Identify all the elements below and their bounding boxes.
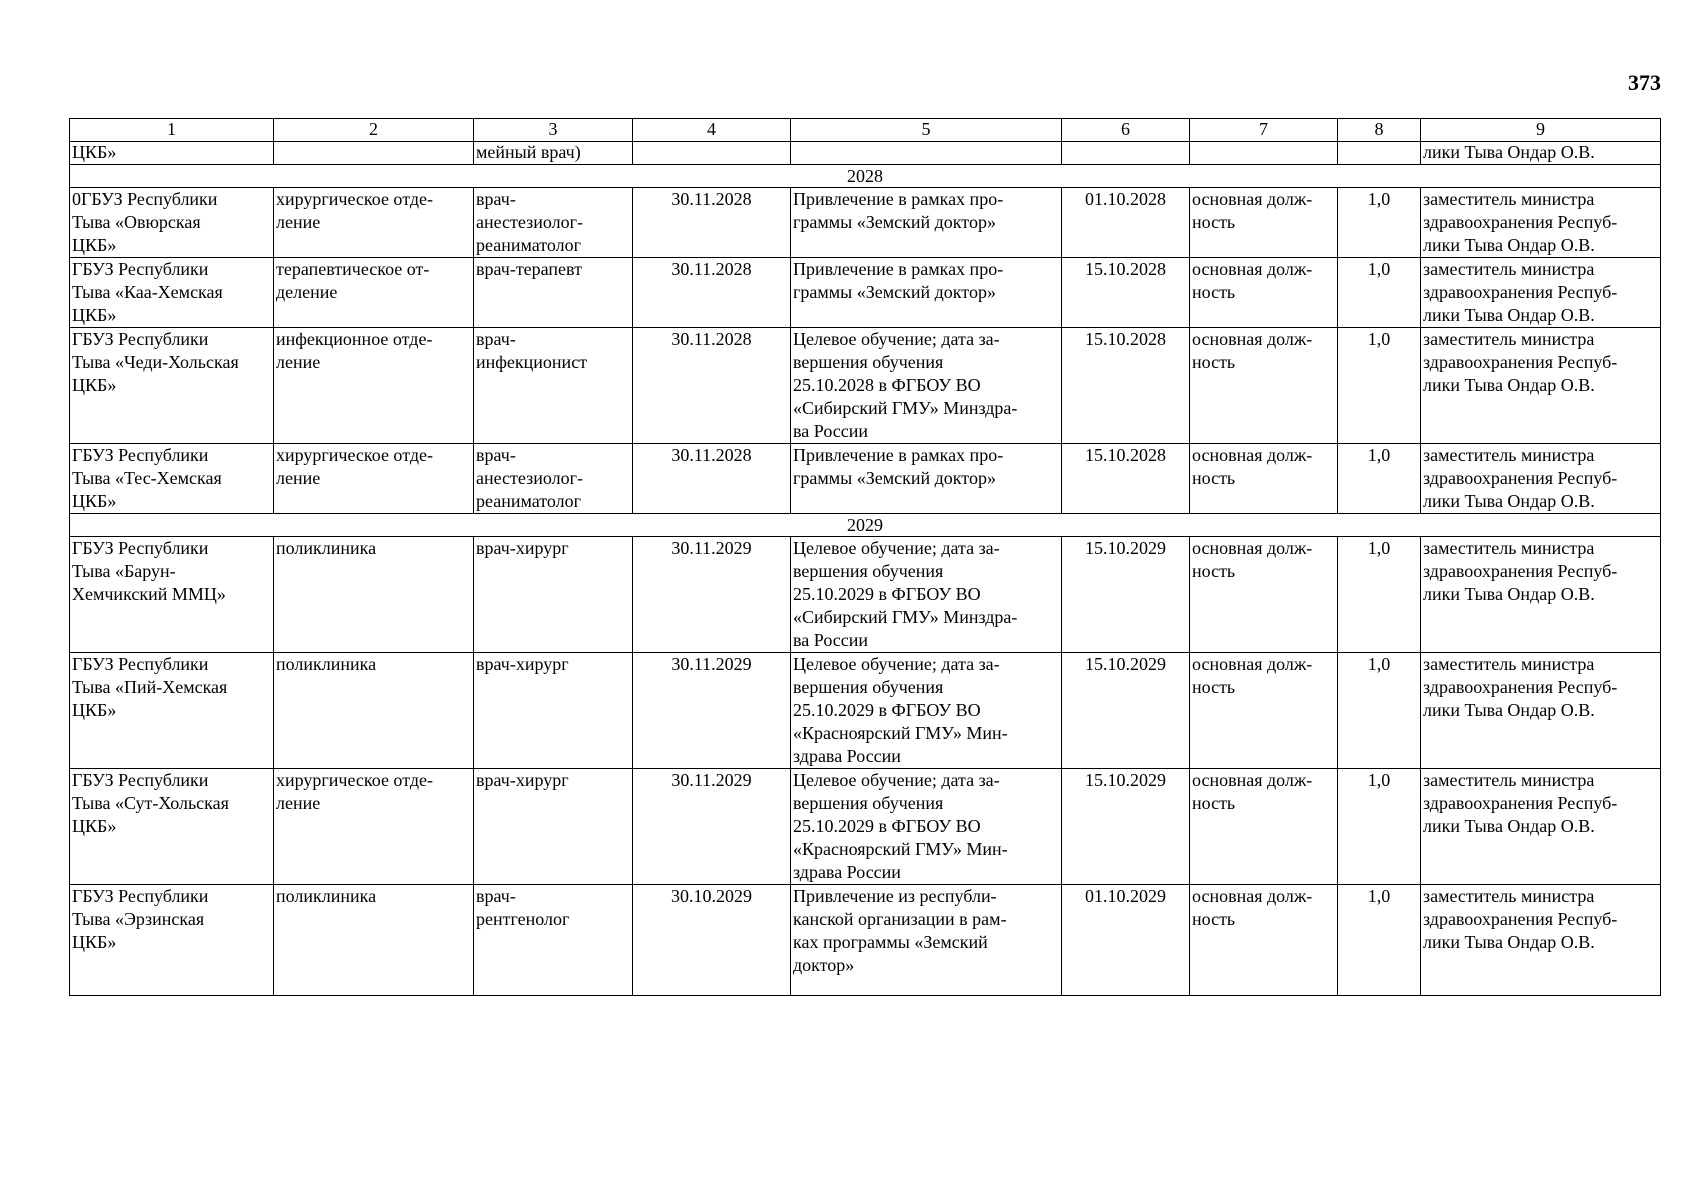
column-header: 5: [791, 119, 1062, 142]
cell-text: врач- анестезиолог- реаниматолог: [476, 445, 583, 511]
table-cell: [791, 142, 1062, 165]
table-row: [70, 885, 1661, 996]
table-row: [70, 444, 1661, 514]
cell-text: 30.11.2028: [671, 259, 752, 279]
organization-cell: [70, 769, 274, 885]
cell-text: основная долж- ность: [1192, 259, 1313, 302]
table-cell: [1338, 142, 1421, 165]
employment-type-cell: [1190, 769, 1338, 885]
cell-text: ГБУЗ Республики Тыва «Барун- Хемчикский ММЦ»: [72, 538, 226, 604]
method-cell: [791, 885, 1062, 996]
start-date-cell: [1062, 188, 1190, 258]
cell-text: 1,0: [1367, 259, 1391, 279]
position-cell: [474, 769, 633, 885]
cell-text: врач-терапевт: [476, 259, 582, 279]
cell-text: ГБУЗ Республики Тыва «Эрзинская ЦКБ»: [72, 886, 209, 952]
deadline-cell: [633, 328, 791, 444]
employment-type-cell: [1190, 258, 1338, 328]
column-header: 1: [70, 119, 274, 142]
cell-text: ГБУЗ Республики Тыва «Чеди-Хольская ЦКБ»: [72, 329, 239, 395]
cell-text: 15.10.2029: [1085, 654, 1166, 674]
cell-text: ГБУЗ Республики Тыва «Пий-Хемская ЦКБ»: [72, 654, 228, 720]
responsible-cell: [1421, 537, 1661, 653]
position-cell: [474, 328, 633, 444]
organization-cell: [70, 885, 274, 996]
year-section-row: [70, 514, 1661, 537]
cell-text: заместитель министра здравоохранения Респуб- лики Тыва Ондар О.В.: [1423, 329, 1618, 395]
continuation-row: [70, 142, 1661, 165]
position-cell: [474, 188, 633, 258]
cell-text: основная долж- ность: [1192, 445, 1313, 488]
cell-text: врач- инфекционист: [476, 329, 588, 372]
cell-text: врач- рентгенолог: [476, 886, 570, 929]
department-cell: [274, 885, 474, 996]
cell-text: поликлиника: [276, 654, 377, 674]
table-row: [70, 258, 1661, 328]
cell-text: 15.10.2029: [1085, 538, 1166, 558]
method-cell: [791, 769, 1062, 885]
table-cell: лики Тыва Ондар О.В.: [1421, 142, 1661, 165]
cell-text: заместитель министра здравоохранения Респуб- лики Тыва Ондар О.В.: [1423, 445, 1618, 511]
organization-cell: [70, 328, 274, 444]
cell-text: Целевое обучение; дата за- вершения обучения 25.10.2029 в ФГБОУ ВО «Сибирский ГМУ» Минздра- ва России: [793, 538, 1018, 650]
cell-text: Привлечение в рамках про- граммы «Земский доктор»: [793, 259, 1004, 302]
cell-text: 30.11.2028: [671, 445, 752, 465]
cell-text: 1,0: [1367, 445, 1391, 465]
start-date-cell: [1062, 328, 1190, 444]
department-cell: [274, 444, 474, 514]
organization-cell: [70, 537, 274, 653]
table-cell: [1062, 142, 1190, 165]
method-cell: [791, 258, 1062, 328]
cell-text: 15.10.2028: [1085, 259, 1166, 279]
cell-text: врач-хирург: [476, 538, 569, 558]
column-header: 4: [633, 119, 791, 142]
cell-text: 1,0: [1367, 654, 1391, 674]
cell-text: заместитель министра здравоохранения Респуб- лики Тыва Ондар О.В.: [1423, 189, 1618, 255]
responsible-cell: [1421, 328, 1661, 444]
start-date-cell: [1062, 769, 1190, 885]
column-header: 3: [474, 119, 633, 142]
cell-text: основная долж- ность: [1192, 189, 1313, 232]
employment-type-cell: [1190, 188, 1338, 258]
cell-text: заместитель министра здравоохранения Респуб- лики Тыва Ондар О.В.: [1423, 770, 1618, 836]
deadline-cell: [633, 885, 791, 996]
table-row: [70, 328, 1661, 444]
start-date-cell: [1062, 653, 1190, 769]
responsible-cell: [1421, 769, 1661, 885]
cell-text: Целевое обучение; дата за- вершения обучения 25.10.2029 в ФГБОУ ВО «Красноярский ГМУ» Мин- здрава России: [793, 654, 1008, 766]
method-cell: [791, 188, 1062, 258]
cell-text: основная долж- ность: [1192, 538, 1313, 581]
position-cell: [474, 537, 633, 653]
method-cell: [791, 653, 1062, 769]
position-cell: [474, 653, 633, 769]
cell-text: Целевое обучение; дата за- вершения обучения 25.10.2029 в ФГБОУ ВО «Красноярский ГМУ» Мин- здрава России: [793, 770, 1008, 882]
cell-text: заместитель министра здравоохранения Респуб- лики Тыва Ондар О.В.: [1423, 259, 1618, 325]
cell-text: 15.10.2028: [1085, 329, 1166, 349]
cell-text: заместитель министра здравоохранения Респуб- лики Тыва Ондар О.В.: [1423, 886, 1618, 952]
deadline-cell: [633, 537, 791, 653]
year-label: 2028: [70, 165, 1661, 188]
cell-text: 30.11.2029: [671, 538, 752, 558]
cell-text: 30.11.2029: [671, 770, 752, 790]
organization-cell: [70, 653, 274, 769]
rate-cell: [1338, 328, 1421, 444]
table-cell: мейный врач): [474, 142, 633, 165]
cell-text: 1,0: [1367, 329, 1391, 349]
cell-text: 01.10.2029: [1085, 886, 1166, 906]
cell-text: Привлечение в рамках про- граммы «Земский доктор»: [793, 445, 1004, 488]
table-cell: [1190, 142, 1338, 165]
cell-text: 1,0: [1367, 770, 1391, 790]
employment-type-cell: [1190, 885, 1338, 996]
cell-text: Привлечение из республи- канской организации в рам- ках программы «Земский доктор»: [793, 886, 1007, 975]
year-section-row: [70, 165, 1661, 188]
table-cell: [274, 142, 474, 165]
table-row: [70, 537, 1661, 653]
cell-text: ГБУЗ Республики Тыва «Сут-Хольская ЦКБ»: [72, 770, 229, 836]
cell-text: основная долж- ность: [1192, 886, 1313, 929]
cell-text: врач-хирург: [476, 770, 569, 790]
cell-text: поликлиника: [276, 538, 377, 558]
cell-text: 1,0: [1367, 886, 1391, 906]
cell-text: инфекционное отде- ление: [276, 329, 433, 372]
table-cell: [633, 142, 791, 165]
table-cell: ЦКБ»: [70, 142, 274, 165]
department-cell: [274, 258, 474, 328]
cell-text: хирургическое отде- ление: [276, 189, 433, 232]
department-cell: [274, 188, 474, 258]
deadline-cell: [633, 769, 791, 885]
cell-text: Целевое обучение; дата за- вершения обучения 25.10.2028 в ФГБОУ ВО «Сибирский ГМУ» Минздра- ва России: [793, 329, 1018, 441]
organization-cell: [70, 444, 274, 514]
responsible-cell: [1421, 653, 1661, 769]
start-date-cell: [1062, 444, 1190, 514]
cell-text: Привлечение в рамках про- граммы «Земский доктор»: [793, 189, 1004, 232]
department-cell: [274, 769, 474, 885]
cell-text: врач- анестезиолог- реаниматолог: [476, 189, 583, 255]
start-date-cell: [1062, 537, 1190, 653]
rate-cell: [1338, 769, 1421, 885]
employment-type-cell: [1190, 537, 1338, 653]
cell-text: хирургическое отде- ление: [276, 445, 433, 488]
position-cell: [474, 258, 633, 328]
method-cell: [791, 444, 1062, 514]
column-header: 9: [1421, 119, 1661, 142]
column-header: 8: [1338, 119, 1421, 142]
responsible-cell: [1421, 444, 1661, 514]
method-cell: [791, 328, 1062, 444]
cell-text: ГБУЗ Республики Тыва «Каа-Хемская ЦКБ»: [72, 259, 223, 325]
responsible-cell: [1421, 188, 1661, 258]
responsible-cell: [1421, 258, 1661, 328]
department-cell: [274, 537, 474, 653]
deadline-cell: [633, 653, 791, 769]
cell-text: заместитель министра здравоохранения Респуб- лики Тыва Ондар О.В.: [1423, 654, 1618, 720]
deadline-cell: [633, 258, 791, 328]
column-header: 7: [1190, 119, 1338, 142]
cell-text: основная долж- ность: [1192, 654, 1313, 697]
table-row: [70, 188, 1661, 258]
cell-text: терапевтическое от- деление: [276, 259, 430, 302]
cell-text: 30.11.2028: [671, 329, 752, 349]
cell-text: 30.10.2029: [671, 886, 752, 906]
organization-cell: [70, 188, 274, 258]
cell-text: 1,0: [1367, 538, 1391, 558]
department-cell: [274, 328, 474, 444]
cell-text: 01.10.2028: [1085, 189, 1166, 209]
cell-text: 15.10.2029: [1085, 770, 1166, 790]
start-date-cell: [1062, 885, 1190, 996]
column-header: 6: [1062, 119, 1190, 142]
cell-text: поликлиника: [276, 886, 377, 906]
cell-text: хирургическое отде- ление: [276, 770, 433, 813]
department-cell: [274, 653, 474, 769]
cell-text: 30.11.2028: [671, 189, 752, 209]
cell-text: основная долж- ность: [1192, 329, 1313, 372]
position-cell: [474, 444, 633, 514]
employment-type-cell: [1190, 653, 1338, 769]
responsible-cell: [1421, 885, 1661, 996]
rate-cell: [1338, 188, 1421, 258]
table-row: [70, 653, 1661, 769]
employment-type-cell: [1190, 328, 1338, 444]
cell-text: 30.11.2029: [671, 654, 752, 674]
cell-text: 0ГБУЗ Республики Тыва «Овюрская ЦКБ»: [72, 189, 218, 255]
staffing-table: [69, 118, 1661, 996]
rate-cell: [1338, 258, 1421, 328]
deadline-cell: [633, 188, 791, 258]
column-number-row: [70, 119, 1661, 142]
rate-cell: [1338, 653, 1421, 769]
deadline-cell: [633, 444, 791, 514]
organization-cell: [70, 258, 274, 328]
cell-text: 15.10.2028: [1085, 445, 1166, 465]
column-header: 2: [274, 119, 474, 142]
cell-text: 1,0: [1367, 189, 1391, 209]
method-cell: [791, 537, 1062, 653]
cell-text: врач-хирург: [476, 654, 569, 674]
page-number: 373: [1628, 70, 1661, 95]
rate-cell: [1338, 537, 1421, 653]
rate-cell: [1338, 885, 1421, 996]
rate-cell: [1338, 444, 1421, 514]
year-label: 2029: [70, 514, 1661, 537]
cell-text: заместитель министра здравоохранения Респуб- лики Тыва Ондар О.В.: [1423, 538, 1618, 604]
position-cell: [474, 885, 633, 996]
employment-type-cell: [1190, 444, 1338, 514]
cell-text: основная долж- ность: [1192, 770, 1313, 813]
cell-text: ГБУЗ Республики Тыва «Тес-Хемская ЦКБ»: [72, 445, 222, 511]
start-date-cell: [1062, 258, 1190, 328]
table-row: [70, 769, 1661, 885]
